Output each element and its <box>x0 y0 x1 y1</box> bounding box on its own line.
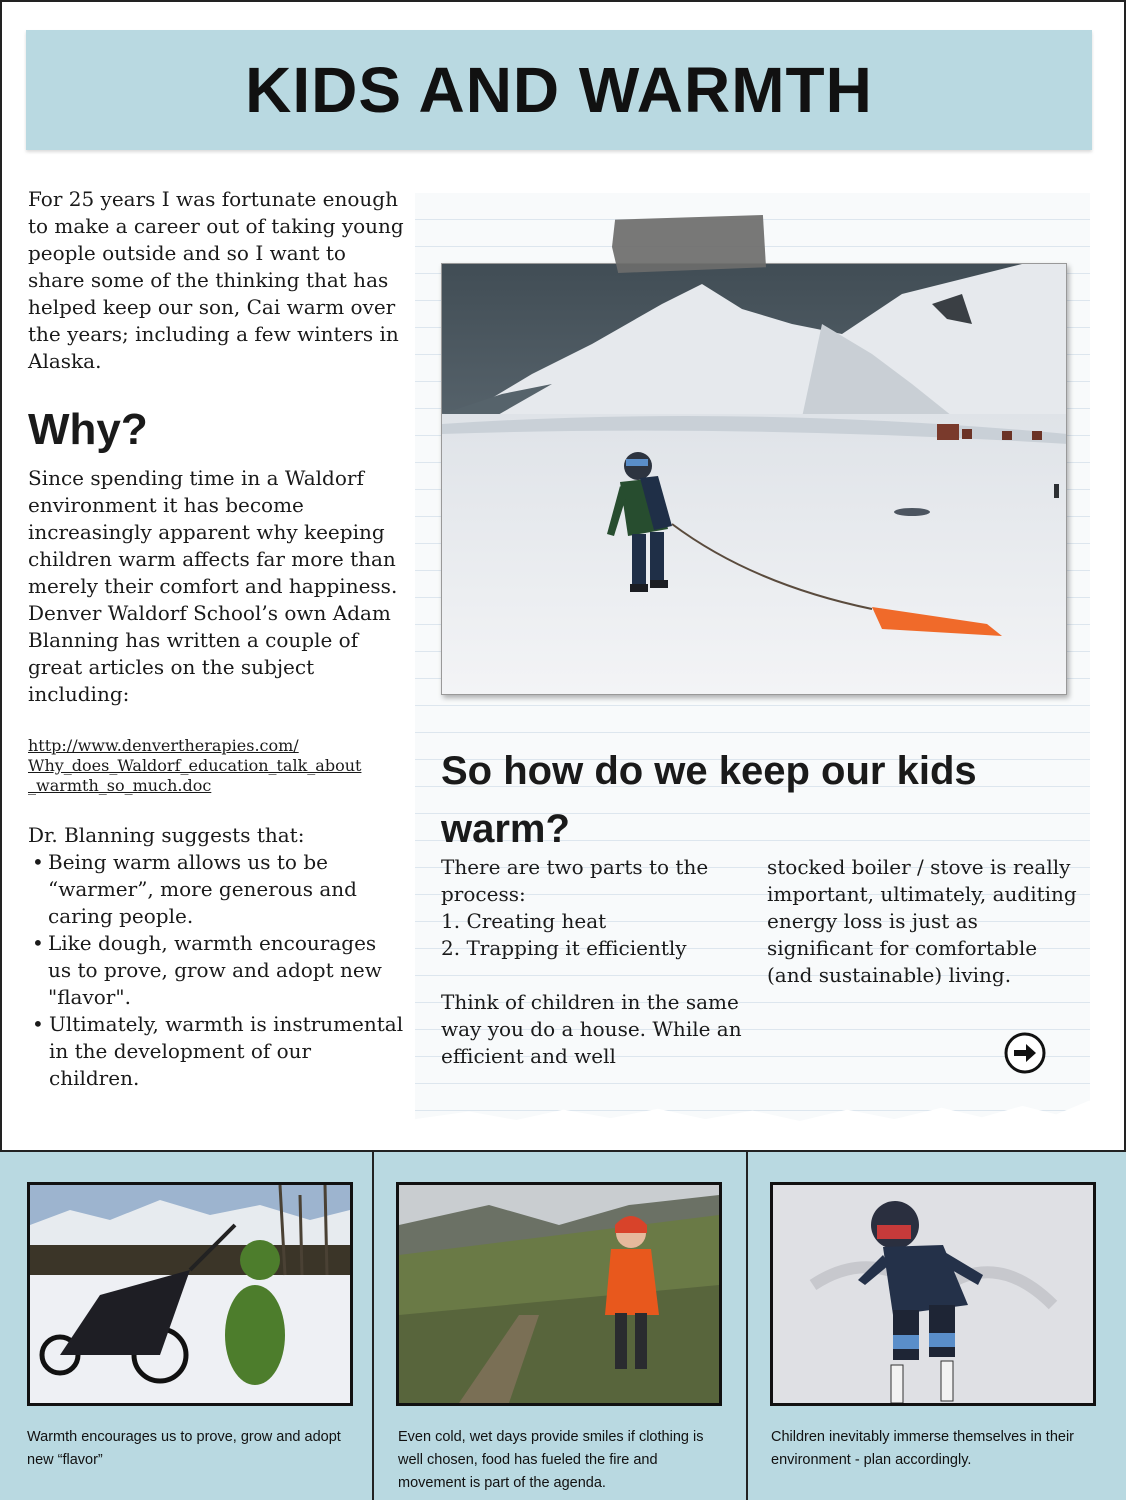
photo-child-orange-jacket <box>396 1182 722 1406</box>
article-link[interactable] <box>28 736 404 796</box>
why-heading: Why? <box>28 405 148 454</box>
suggestions-intro: Dr. Blanning suggests that: <box>28 823 305 847</box>
list-item: • Like dough, warmth encourages us to prove, grow and adopt new "flavor". <box>28 930 404 1011</box>
caption-2: Even cold, wet days provide smiles if clothing is well chosen, food has fueled the fire and movement is part of the agenda. <box>398 1429 704 1491</box>
article-link-line-1: http://www.denvertherapies.com/ <box>28 736 299 755</box>
main-photo-child-pulling-sled <box>441 263 1067 695</box>
caption-3: Children inevitably immerse themselves in their environment - plan accordingly. <box>771 1429 1075 1468</box>
page-title: KIDS AND WARMTH <box>245 54 873 126</box>
caption-1: Warmth encourages us to prove, grow and adopt new “flavor” <box>27 1429 341 1468</box>
right-arrow-circle-icon[interactable] <box>1004 1032 1046 1074</box>
how-paragraph-2a: Think of children in the same way you do a house. While an efficient and well <box>441 990 742 1068</box>
left-column <box>28 186 404 1092</box>
panel-divider <box>746 1152 748 1500</box>
tape-strip <box>612 215 766 273</box>
photo-stroller-child <box>27 1182 353 1406</box>
article-link-line-2: Why_does_Waldorf_education_talk_about <box>28 756 362 775</box>
how-column-left <box>441 854 753 1070</box>
list-item: • Being warm allows us to be “warmer”, more generous and caring people. <box>28 849 404 930</box>
how-heading: So how do we keep our kids warm? <box>441 749 977 851</box>
how-column-right <box>767 854 1077 989</box>
photo-child-in-snow <box>770 1182 1096 1406</box>
panel-divider <box>372 1152 374 1500</box>
how-paragraph-1: There are two parts to the process: <box>441 855 709 906</box>
list-item: • Ultimately, warmth is instrumental in the development of our children. <box>28 1011 404 1092</box>
why-paragraph: Since spending time in a Waldorf environment it has become increasingly apparent why keeping children warm affects far more than merely their comfort and happiness. Denver Waldorf School’s own Adam Blanning has written a couple of great articles on the subject including: <box>28 466 398 706</box>
title-banner <box>26 30 1092 150</box>
article-link-line-3: _warmth_so_much.doc <box>28 776 212 795</box>
suggestions-list <box>28 849 404 1092</box>
step-1: 1. Creating heat <box>441 909 607 933</box>
intro-paragraph: For 25 years I was fortunate enough to make a career out of taking young people outside and so I want to share some of the thinking that has helped keep our son, Cai warm over the years; including a few winters in Alaska. <box>28 187 404 373</box>
how-paragraph-2b: stocked boiler / stove is really important, ultimately, auditing energy loss is just as significant for comfortable (and sustainable) living. <box>767 855 1077 987</box>
step-2: 2. Trapping it efficiently <box>441 936 687 960</box>
